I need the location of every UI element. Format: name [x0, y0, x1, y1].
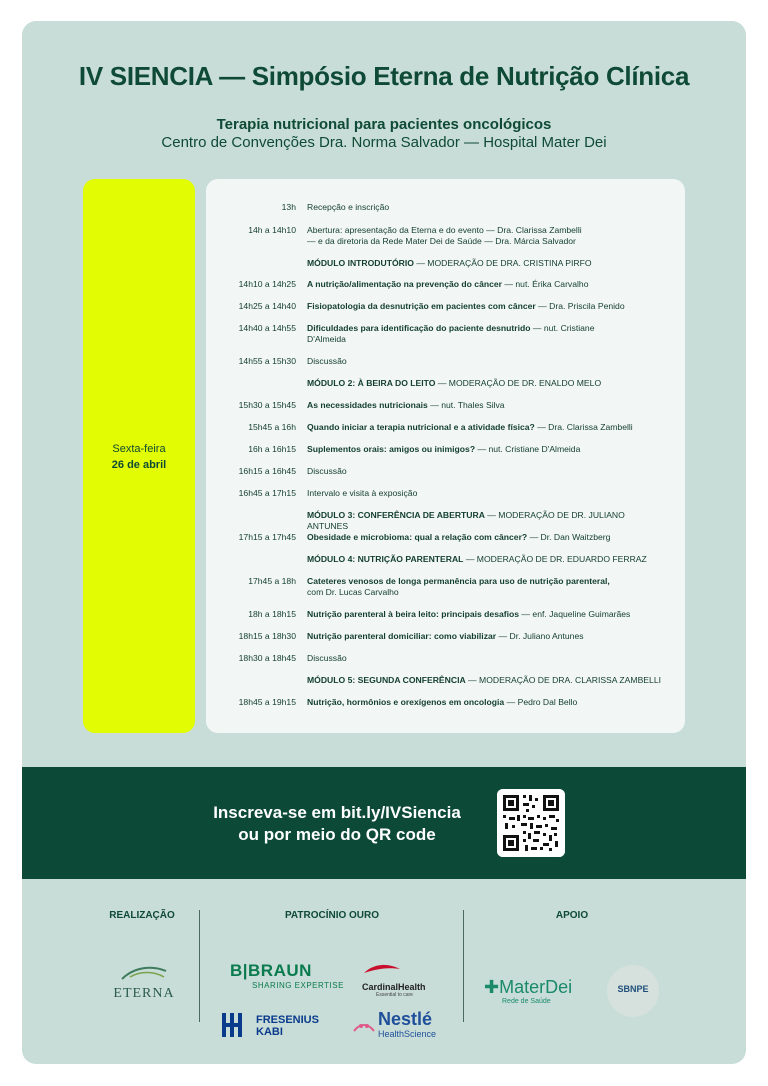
schedule-time: 18h30 a 18h45: [238, 653, 296, 663]
fresenius-name: FRESENIUS: [256, 1014, 319, 1026]
schedule-description: [307, 258, 667, 269]
schedule-panel: [206, 179, 685, 733]
cardinal-tagline: Essential to care: [376, 992, 413, 998]
schedule-time: 18h15 a 18h30: [238, 631, 296, 641]
schedule-title: Nutrição parenteral domiciliar: como viabilizar: [307, 631, 497, 641]
schedule-title: Quando iniciar a terapia nutricional e a atividade física?: [307, 422, 535, 432]
schedule-detail: — nut. Thales Silva: [427, 400, 505, 410]
schedule-description: [307, 422, 667, 433]
materdei-tagline: Rede de Saúde: [502, 998, 551, 1005]
eterna-leaf-icon: [114, 961, 174, 983]
schedule-detail: Discussão: [307, 356, 347, 366]
fresenius-kabi: KABI: [256, 1026, 283, 1038]
registration-band: [22, 767, 746, 879]
schedule-time: 15h45 a 16h: [248, 422, 296, 432]
page-title: IV SIENCIA — Simpósio Eterna de Nutrição Clínica: [78, 61, 690, 91]
materdei-logo: [484, 977, 594, 1005]
nestle-name: Nestlé: [378, 1009, 433, 1029]
schedule-description: [307, 675, 667, 686]
schedule-title: As necessidades nutricionais: [307, 400, 428, 410]
schedule-time: 17h45 a 18h: [248, 576, 296, 586]
schedule-description: [307, 532, 667, 543]
schedule-time: 14h10 a 14h25: [238, 279, 296, 289]
cardinal-logo: [362, 961, 452, 998]
poster-card: [22, 21, 746, 1064]
schedule-detail: — MODERAÇÃO DE DR. JULIANO ANTUNES: [307, 510, 625, 531]
realizacao-heading: REALIZAÇÃO: [109, 910, 175, 921]
schedule-title: Fisiopatologia da desnutrição em pacientes com câncer: [307, 301, 536, 311]
schedule-detail: — nut. Cristiane: [530, 323, 595, 333]
schedule-time: 14h25 a 14h40: [238, 301, 296, 311]
schedule-title: Cateteres venosos de longa permanência para uso de nutrição parenteral,: [307, 576, 610, 586]
schedule-title: MÓDULO 4: NUTRIÇÃO PARENTERAL: [307, 554, 464, 564]
schedule-time: 16h a 16h15: [248, 444, 296, 454]
schedule-title: MÓDULO INTRODUTÓRIO: [307, 258, 414, 268]
schedule-detail: Intervalo e visita à exposição: [307, 488, 418, 498]
schedule-title: A nutrição/alimentação na prevenção do câncer: [307, 279, 503, 289]
fresenius-logo: [220, 1011, 330, 1041]
cta-line-2: ou por meio do QR code: [238, 825, 436, 844]
schedule-description: [307, 279, 667, 290]
schedule-detail: — nut. Cristiane D'Almeida: [475, 444, 581, 454]
schedule-detail: — MODERAÇÃO DE DR. ENALDO MELO: [435, 378, 602, 388]
day-date: 26 de abril: [111, 459, 167, 471]
schedule-description: [307, 225, 667, 247]
schedule-detail-continued: D'Almeida: [307, 334, 346, 344]
sbnpe-logo: [607, 965, 659, 1017]
materdei-name: MaterDei: [499, 977, 573, 997]
nestle-nest-icon: [352, 1017, 376, 1035]
qr-code-icon: [497, 789, 565, 857]
nestle-logo: [352, 1009, 452, 1043]
bbraun-logo: [230, 961, 350, 990]
schedule-description: [307, 356, 667, 367]
qr-code[interactable]: [497, 789, 565, 857]
schedule-detail-continued: — e da diretoria da Rede Mater Dei de Saúde — Dra. Márcia Salvador: [307, 236, 576, 246]
schedule-detail: — MODERAÇÃO DE DRA. CRISTINA PIRFO: [413, 258, 592, 268]
cta-line-1: Inscreva-se em bit.ly/IVSiencia: [213, 803, 461, 822]
schedule-description: [307, 697, 667, 708]
schedule-description: [307, 554, 667, 565]
schedule-description: [307, 488, 667, 499]
eterna-logo: [104, 961, 184, 1002]
schedule-time: 16h15 a 16h45: [238, 466, 296, 476]
schedule-description: [307, 301, 667, 312]
schedule-description: [307, 202, 667, 213]
day-weekday: Sexta-feira: [112, 443, 166, 455]
day-panel: [83, 179, 195, 733]
sbnpe-name: SBNPE: [617, 984, 649, 994]
schedule-detail: — Dra. Clarissa Zambelli: [534, 422, 633, 432]
schedule-detail: Recepção e inscrição: [307, 202, 390, 212]
schedule-title: Suplementos orais: amigos ou inimigos?: [307, 444, 476, 454]
schedule-title: MÓDULO 3: CONFERÊNCIA DE ABERTURA: [307, 510, 485, 520]
schedule-detail: Abertura: apresentação da Eterna e do evento — Dra. Clarissa Zambelli: [307, 225, 582, 235]
patrocinio-heading: PATROCÍNIO OURO: [284, 910, 380, 921]
schedule-time: 18h a 18h15: [248, 609, 296, 619]
schedule-detail-continued: com Dr. Lucas Carvalho: [307, 587, 399, 597]
schedule-detail: — Dr. Juliano Antunes: [496, 631, 584, 641]
schedule-title: Nutrição, hormônios e orexígenos em oncologia: [307, 697, 505, 707]
schedule-detail: — Pedro Dal Bello: [504, 697, 578, 707]
schedule-title: MÓDULO 5: SEGUNDA CONFERÊNCIA: [307, 675, 466, 685]
registration-cta[interactable]: [172, 802, 502, 846]
apoio-heading: APOIO: [555, 910, 589, 921]
schedule-description: [307, 466, 667, 477]
schedule-time: 14h55 a 15h30: [238, 356, 296, 366]
schedule-title: Nutrição parenteral à beira leito: principais desafios: [307, 609, 520, 619]
schedule-title: Obesidade e microbioma: qual a relação com câncer?: [307, 532, 528, 542]
schedule-detail: — MODERAÇÃO DE DR. EDUARDO FERRAZ: [463, 554, 647, 564]
divider: [463, 910, 464, 1022]
schedule-detail: Discussão: [307, 466, 347, 476]
fresenius-mark-icon: [220, 1011, 248, 1039]
schedule-title: MÓDULO 2: À BEIRA DO LEITO: [307, 378, 436, 388]
sponsors-section: [22, 879, 746, 1064]
nestle-tagline: HealthScience: [378, 1029, 437, 1039]
schedule-detail: — MODERAÇÃO DE DRA. CLARISSA ZAMBELLI: [465, 675, 661, 685]
schedule-description: [307, 400, 667, 411]
schedule-detail: Discussão: [307, 653, 347, 663]
schedule-time: 18h45 a 19h15: [238, 697, 296, 707]
schedule-detail: — Dra. Priscila Penido: [535, 301, 625, 311]
schedule-description: [307, 510, 667, 532]
schedule-description: [307, 323, 667, 345]
bbraun-tagline: SHARING EXPERTISE: [252, 981, 344, 990]
schedule-detail: — Dr. Dan Waitzberg: [527, 532, 611, 542]
bbraun-name: B|BRAUN: [230, 961, 312, 980]
schedule-detail: — nut. Érika Carvalho: [502, 279, 589, 289]
schedule-description: [307, 576, 667, 598]
cardinal-name: CardinalHealth: [362, 982, 426, 992]
cardinal-swoosh-icon: [362, 961, 402, 977]
schedule-description: [307, 378, 667, 389]
schedule-detail: — enf. Jaqueline Guimarães: [519, 609, 631, 619]
schedule-time: 17h15 a 17h45: [238, 532, 296, 542]
schedule-description: [307, 609, 667, 620]
schedule-description: [307, 653, 667, 664]
eterna-name: ETERNA: [113, 986, 175, 1001]
subtitle: Terapia nutricional para pacientes oncológicos: [216, 116, 552, 133]
schedule-time: 13h: [281, 202, 296, 212]
schedule-description: [307, 631, 667, 642]
schedule-time: 15h30 a 15h45: [238, 400, 296, 410]
schedule-time: 16h45 a 17h15: [238, 488, 296, 498]
schedule-time: 14h a 14h10: [248, 225, 296, 235]
divider: [199, 910, 200, 1022]
schedule-title: Dificuldades para identificação do paciente desnutrido: [307, 323, 531, 333]
venue: Centro de Convenções Dra. Norma Salvador — Hospital Mater Dei: [161, 134, 607, 151]
schedule-description: [307, 444, 667, 455]
materdei-cross-icon: ✚: [484, 977, 500, 997]
schedule-time: 14h40 a 14h55: [238, 323, 296, 333]
